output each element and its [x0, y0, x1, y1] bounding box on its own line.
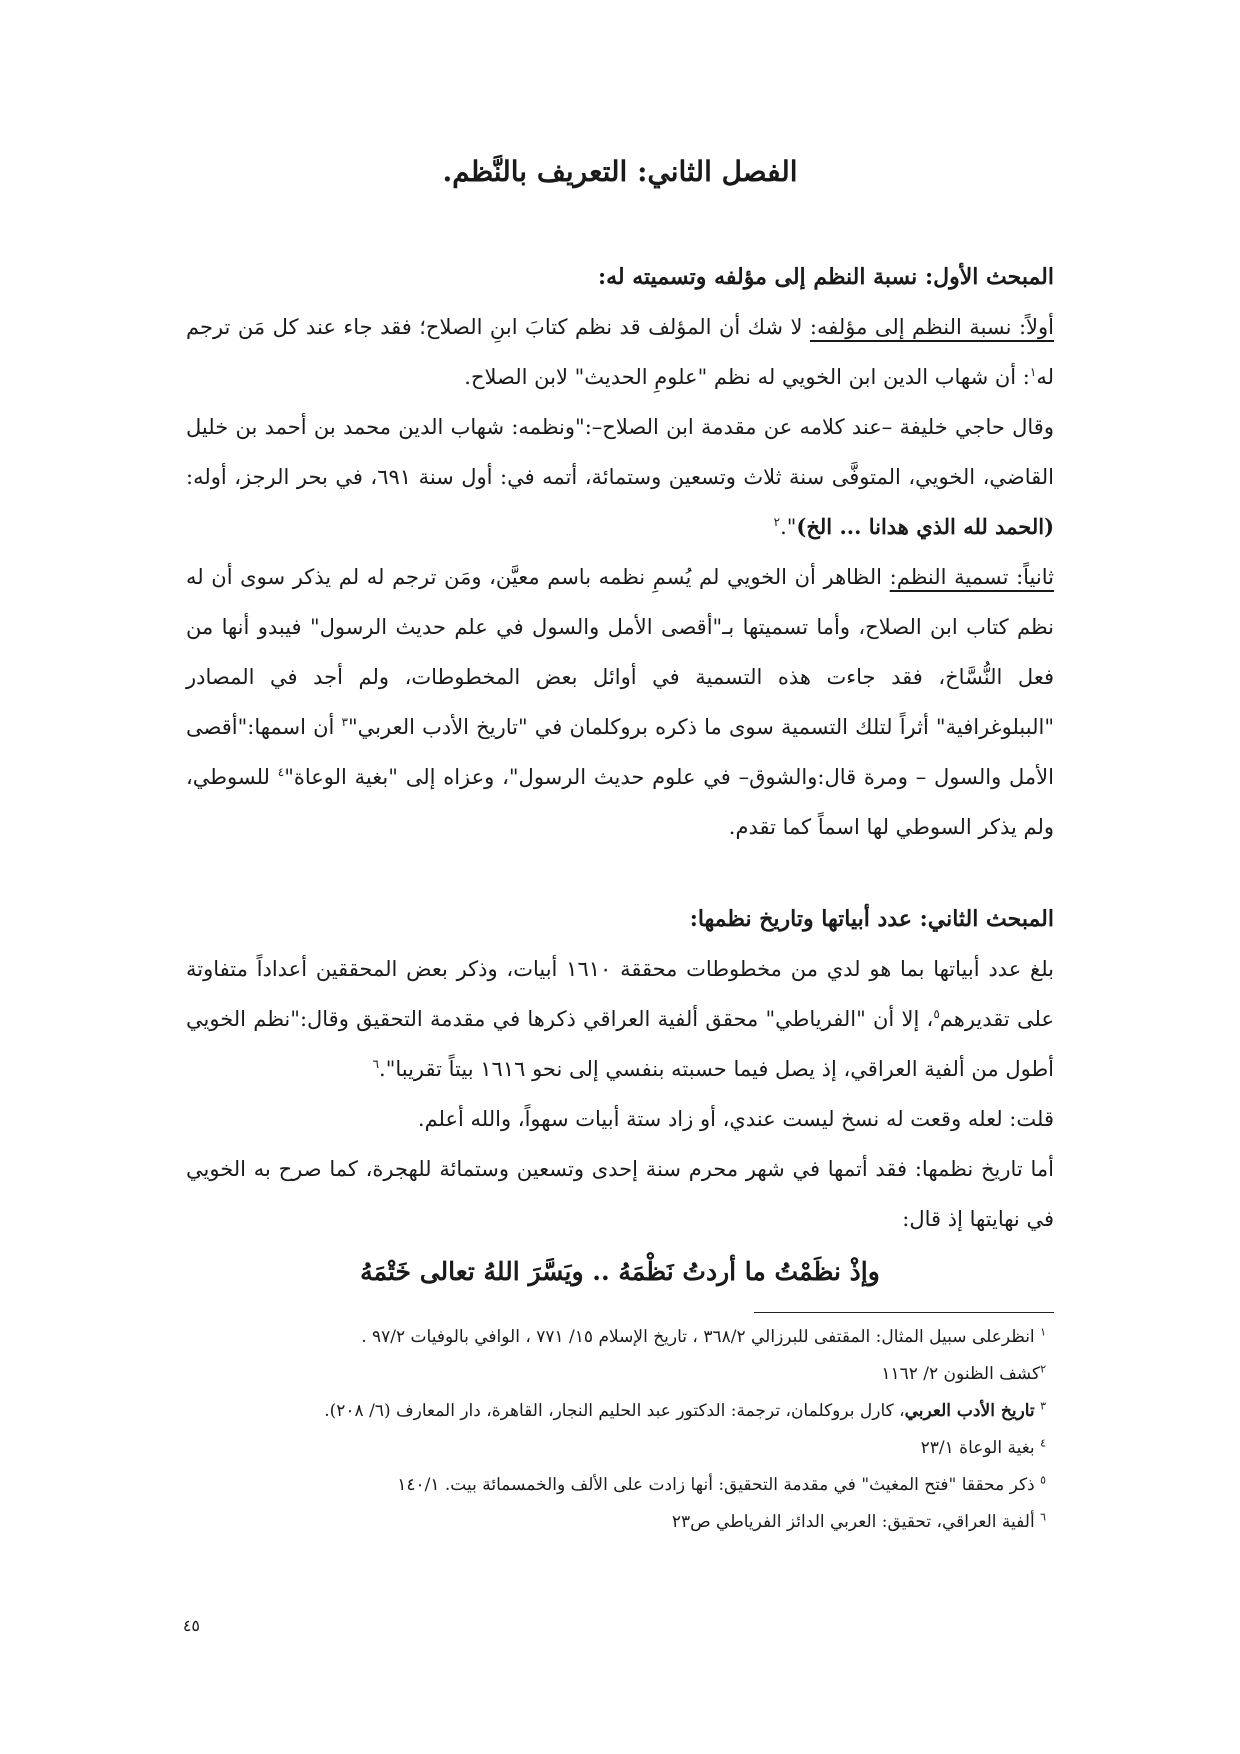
section-2-paragraph-2: قلت: لعله وقعت له نسخ ليست عندي، أو زاد ستة أبيات سهواً، والله أعلم.	[417, 1107, 1054, 1131]
section-1-paragraph-1	[186, 302, 1054, 402]
paragraph-text: وقال حاجي خليفة –عند كلامه عن مقدمة ابن الصلاح–:"ونظمه: شهاب الدين محمد بن أحمد بن خليل القاضي، الخويي، المتوفَّى سنة ثلاث وتسعين وستمائة، أتمه في: أول سنة ٦٩١، في بحر الرجز، أوله:	[186, 415, 1054, 489]
section-2	[186, 894, 1054, 1296]
paragraph-text: أن اسمها:"أقصى الأمل والسول – ومرة قال:والشوق– في علوم حديث الرسول"، وعزاه إلى "بغية الوعاة"	[186, 715, 1054, 789]
section-2-paragraph-3: أما تاريخ نظمها: فقد أتمها في شهر محرم سنة إحدى وتسعين وستمائة للهجرة، كما صرح به الخويي في نهايتها إذ قال:	[186, 1157, 1054, 1231]
section-1-paragraph-2	[186, 402, 1054, 552]
footnote-number: ١	[1040, 1325, 1046, 1339]
footnote-ref: ٤	[277, 765, 285, 779]
footnote-2	[186, 1356, 1046, 1393]
paragraph-text: لا شك أن المؤلف قد نظم كتابَ ابنِ الصلاح؛ فقد جاء عند كل مَن ترجم له	[186, 315, 1054, 389]
footnote-text: بغية الوعاة ٢٣/١	[920, 1438, 1035, 1458]
section-2-paragraph-1	[186, 944, 1054, 1094]
footnote-text: ، كارل بروكلمان، ترجمة: الدكتور عبد الحليم النجار، القاهرة، دار المعارف (٦/ ٢٠٨).	[324, 1401, 905, 1421]
footnote-text: كشف الظنون ٢/ ١١٦٢	[881, 1364, 1041, 1384]
footnote-number: ٦	[1040, 1510, 1046, 1524]
paragraph-text: : أن شهاب الدين ابن الخويي له نظم "علومِ الحديث" لابن الصلاح.	[464, 365, 1030, 389]
footnote-3	[186, 1393, 1046, 1430]
footnote-number: ٢	[1040, 1362, 1046, 1376]
footnote-ref: ٥	[933, 1007, 940, 1021]
footnote-text: ذكر محققا "فتح المغيث" في مقدمة التحقيق: أنها زادت على الألف والخمسمائة بيت. ١٤٠/١	[397, 1475, 1035, 1495]
footnote-book-title: تاريخ الأدب العربي	[904, 1401, 1035, 1421]
footnote-divider	[754, 1312, 1054, 1313]
footnotes	[186, 1319, 1054, 1541]
poem-verse: وإذْ نظَمْتُ ما أردتُ نَظْمَهُ .. ويَسَّرَ اللهُ تعالى خَتْمَهُ	[360, 1257, 880, 1286]
section-1	[186, 252, 1054, 852]
paragraph-text: ".	[780, 515, 797, 539]
footnote-5	[186, 1467, 1046, 1504]
footnote-number: ٤	[1040, 1436, 1046, 1450]
footnote-number: ٥	[1040, 1473, 1046, 1487]
footnote-ref: ٦	[372, 1057, 380, 1071]
paragraph-text: ، إلا أن "الفرياطي" محقق ألفية العراقي ذكرها في مقدمة التحقيق وقال:"نظم الخويي أطول من ألفية العراقي، إذ يصل فيما حسبته بنفسي إلى نحو ١٦١٦ بيتاً تقريبا".	[186, 1007, 1054, 1081]
chapter-title: الفصل الثاني: التعريف بالنَّظم.	[442, 155, 798, 188]
paragraph-text: للسوطي، ولم يذكر السوطي لها اسماً كما تقدم.	[186, 765, 1054, 839]
section-1-paragraph-3	[186, 552, 1054, 852]
section-2-heading: المبحث الثاني: عدد أبياتها وتاريخ نظمها:	[689, 906, 1054, 932]
footnote-ref: ٢	[773, 515, 781, 529]
footnote-6	[186, 1504, 1046, 1541]
section-1-heading: المبحث الأول: نسبة النظم إلى مؤلفه وتسميته له:	[597, 264, 1054, 290]
footnote-text: ألفية العراقي، تحقيق: العربي الدائز الفرياطي ص٢٣	[671, 1512, 1035, 1532]
footnote-ref: ٣	[341, 715, 348, 729]
footnote-number: ٣	[1040, 1399, 1046, 1413]
footnote-4	[186, 1430, 1046, 1467]
bold-quote: (الحمد لله الذي هدانا ... الخ)	[796, 514, 1054, 539]
footnote-1	[186, 1319, 1046, 1356]
paragraph-text: الظاهر أن الخويي لم يُسمِ نظمه باسم معيَّن، ومَن ترجم له لم يذكر سوى أن له نظم كتاب ابن الصلاح، وأما تسميتها بـ"أقصى الأمل والسول في علم حديث الرسول" فيبدو أنها من فعل النُّسَّاخ، فقد جاءت هذه التسمية في أوائل بعض المخطوطات، ولم أجد في المصادر "الببلوغرافية" أثراً لتلك التسمية سوى ما ذكره بروكلمان في "تاريخ الأدب العربي"	[186, 565, 1054, 739]
page-body	[186, 130, 1054, 1541]
paragraph-text: بلغ عدد أبياتها بما هو لدي من مخطوطات محققة ١٦١٠ أبيات، وذكر بعض المحققين أعداداً متفاوتة على تقديرهم	[186, 957, 1054, 1031]
page-number: ٤٥	[182, 1616, 200, 1635]
paragraph-label-second: ثانياً: تسمية النظم:	[889, 565, 1054, 589]
footnote-ref: ١	[1029, 365, 1037, 379]
footnote-text: انظرعلى سبيل المثال: المقتفى للبرزالي ٣٦٨/٢ ، تاريخ الإسلام ١٥/ ٧٧١ ، الوافي بالوفيات ٩٧/٢ .	[361, 1327, 1035, 1347]
paragraph-label-first: أولاً: نسبة النظم إلى مؤلفه:	[809, 315, 1054, 339]
